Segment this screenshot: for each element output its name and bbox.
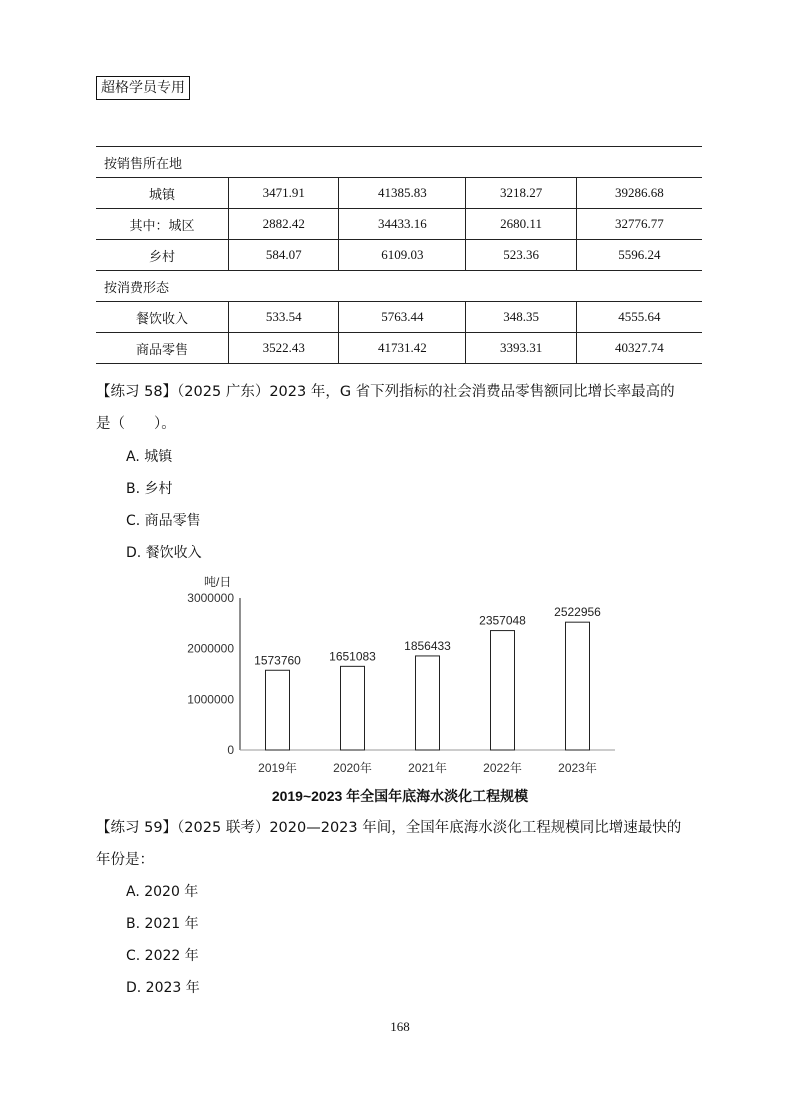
x-tick-label: 2022年 [483,761,522,775]
data-label: 1573760 [254,653,301,668]
table-cell: 40327.74 [576,333,702,364]
bar [266,670,290,750]
q59-option-a[interactable]: A. 2020 年 [126,884,199,900]
section-label: 按消费形态 [96,271,702,302]
table-row [96,178,702,209]
table-row [96,209,702,240]
table-cell: 6109.03 [339,240,466,271]
y-tick-label: 2000000 [187,641,234,656]
bar [566,622,590,750]
page-number: 168 [390,1019,410,1034]
table-row [96,240,702,271]
q58-option-c[interactable]: C. 商品零售 [126,513,201,529]
q59-option-d[interactable]: D. 2023 年 [126,980,200,996]
x-tick-label: 2020年 [333,761,372,775]
table-cell: 3471.91 [229,178,339,209]
question-58-line1: 【练习 58】（2025 广东）2023 年，G 省下列指标的社会消费品零售额同比增长率最高的 [96,384,675,400]
q58-option-d[interactable]: D. 餐饮收入 [126,545,202,561]
y-axis-unit-label: 吨/日 [204,575,232,589]
table-cell: 523.36 [466,240,576,271]
table-cell: 41385.83 [339,178,466,209]
y-tick-label: 0 [227,743,234,757]
q58-option-a[interactable]: A. 城镇 [126,449,173,465]
table-cell: 2680.11 [466,209,576,240]
section-label: 按销售所在地 [96,147,702,178]
table-row [96,333,702,364]
row-label: 其中：城区 [96,209,229,240]
q58-option-b[interactable]: B. 乡村 [126,481,173,497]
question-59-line2: 年份是： [96,852,154,868]
table-row [96,302,702,333]
table-section-row [96,147,702,178]
q59-option-c[interactable]: C. 2022 年 [126,948,199,964]
table-cell: 3393.31 [466,333,576,364]
chart-title: 2019~2023 年全国年底海水淡化工程规模 [271,788,529,804]
row-label: 商品零售 [96,333,229,364]
y-tick-label: 3000000 [187,591,234,605]
table-cell: 34433.16 [339,209,466,240]
table-cell: 39286.68 [576,178,702,209]
table-cell: 3522.43 [229,333,339,364]
bar [491,631,515,750]
x-tick-label: 2019年 [258,761,297,775]
x-tick-label: 2021年 [408,761,447,775]
question-58-line2: 是（ ）。 [96,416,176,432]
retail-sales-table [96,146,702,364]
table-section-row [96,271,702,302]
x-tick-label: 2023年 [558,761,597,775]
table-cell: 2882.42 [229,209,339,240]
desalination-bar-chart [160,570,630,782]
table-cell: 533.54 [229,302,339,333]
data-label: 1651083 [329,649,376,664]
table-cell: 3218.27 [466,178,576,209]
data-label: 2357048 [479,613,526,628]
table-cell: 584.07 [229,240,339,271]
data-label: 2522956 [554,605,601,620]
table-cell: 41731.42 [339,333,466,364]
table-cell: 5596.24 [576,240,702,271]
table-cell: 348.35 [466,302,576,333]
q59-option-b[interactable]: B. 2021 年 [126,916,199,932]
student-only-stamp: 超格学员专用 [96,76,190,100]
table-cell: 4555.64 [576,302,702,333]
row-label: 城镇 [96,178,229,209]
row-label: 餐饮收入 [96,302,229,333]
bar [341,666,365,750]
data-label: 1856433 [404,638,451,653]
table-cell: 32776.77 [576,209,702,240]
question-59-line1: 【练习 59】（2025 联考）2020—2023 年间，全国年底海水淡化工程规模同比增速最快的 [96,820,682,836]
y-tick-label: 1000000 [187,692,234,707]
bar [416,656,440,750]
table-cell: 5763.44 [339,302,466,333]
row-label: 乡村 [96,240,229,271]
